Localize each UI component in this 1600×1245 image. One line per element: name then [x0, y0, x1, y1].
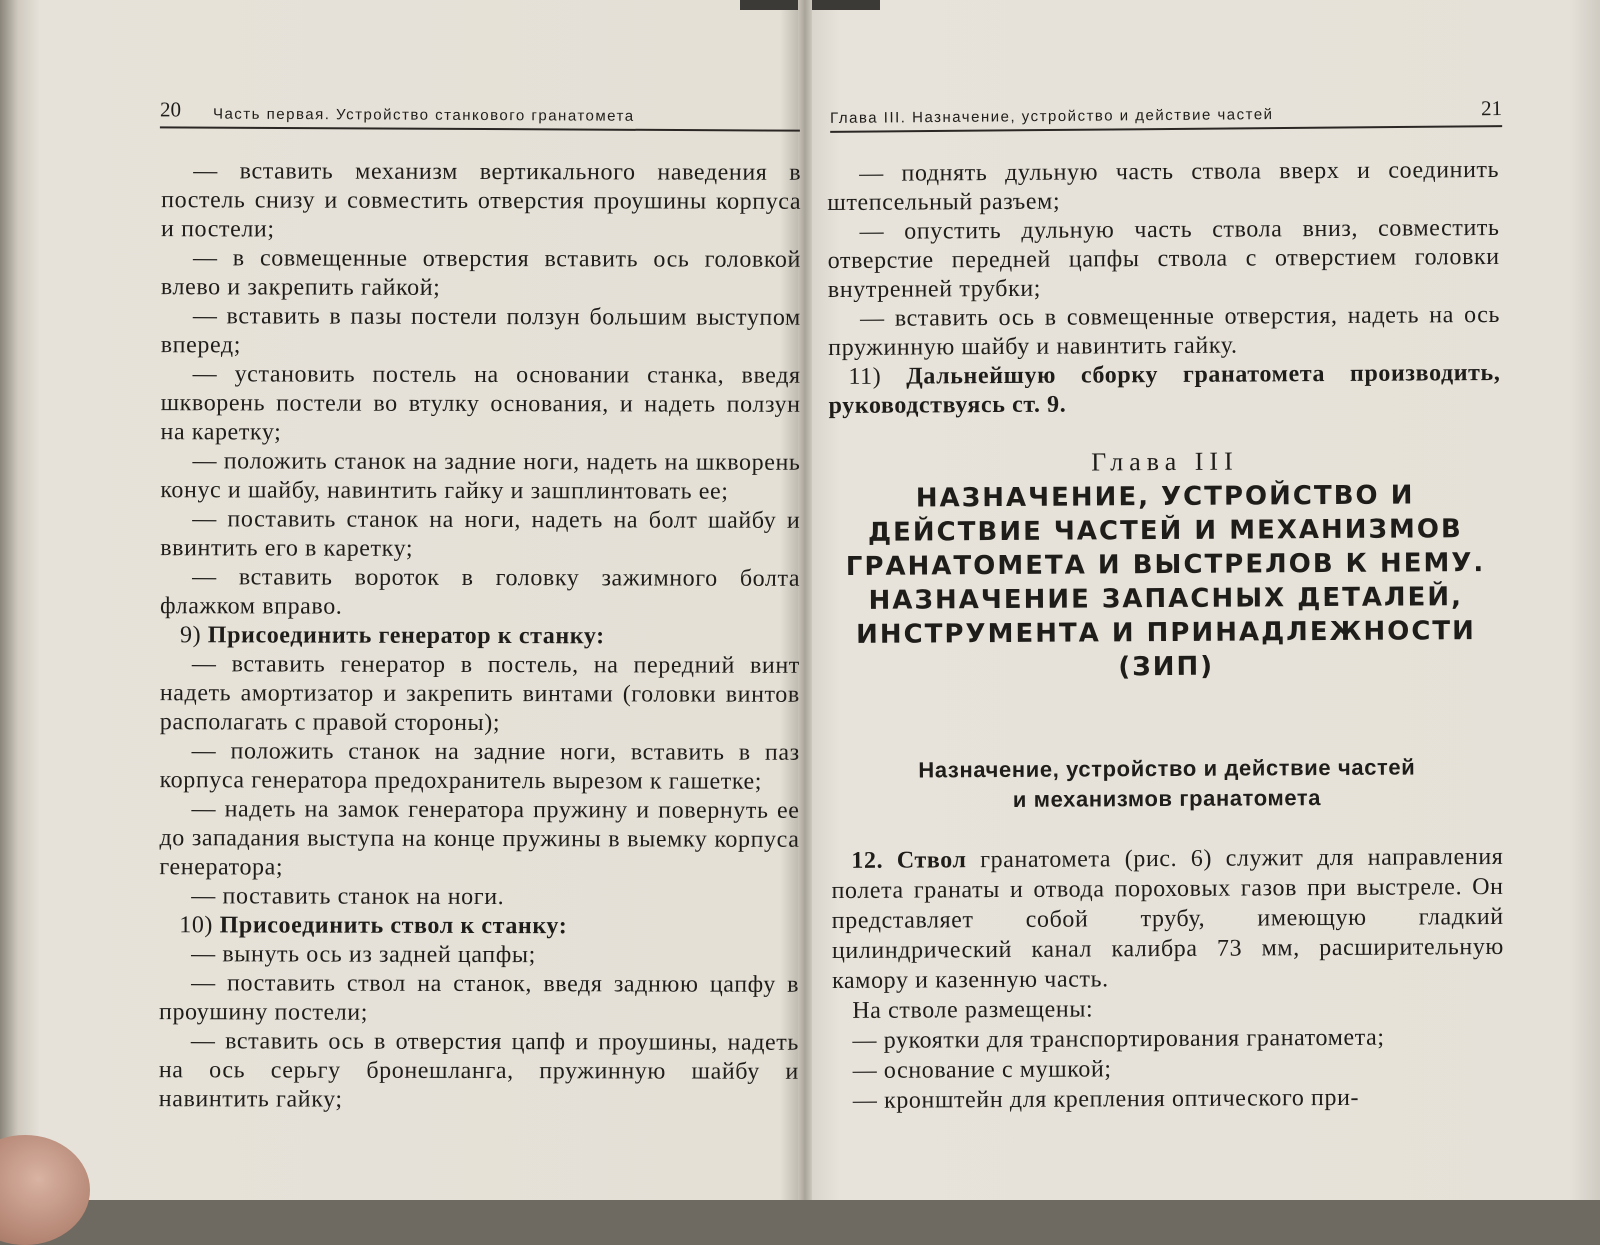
- list-item: — вставить ось в отверстия цапф и проушины, надеть на ось серьгу бронешланга, пружинную шайбу и навинтить гайку;: [158, 1028, 799, 1113]
- list-item: — положить станок на задние ноги, вставить в паз корпуса генератора предохранитель вырезом к гашетке;: [159, 738, 800, 795]
- list-item: — поставить ствол на станок, введя заднюю цапфу в проушину постели;: [158, 970, 800, 1026]
- chapter-title-line: (ЗИП): [1118, 651, 1215, 683]
- list-item: — в совмещенные отверстия вставить ось головкой влево и закрепить гайкой;: [160, 245, 802, 301]
- left-page: [160, 0, 800, 1200]
- list-item: — вставить ось в совмещенные отверстия, надеть на ось пружинную шайбу и навинтить гайку.: [828, 301, 1501, 362]
- right-running-head: [830, 85, 1502, 133]
- paragraph-12-block: [831, 842, 1505, 1116]
- list-item: — вставить генератор в постель, на передний винт надеть амортизатор и закрепить винтами (головки винтов располагать с правой стороны);: [159, 651, 800, 737]
- list-item: — надеть на замок генератора пружину и повернуть ее до западания выступа на конце пружины в выемку корпуса генератора;: [159, 796, 800, 881]
- right-page: [827, 0, 1504, 1200]
- chapter-title-line: НАЗНАЧЕНИЕ, УСТРОЙСТВО И: [915, 480, 1415, 514]
- paragraph-term: Ствол: [896, 847, 967, 874]
- step-number: 10): [179, 912, 214, 939]
- list-item: — поставить станок на ноги.: [191, 883, 505, 911]
- step-9-heading: [160, 621, 800, 652]
- chapter-title-line: ИНСТРУМЕНТА И ПРИНАДЛЕЖНОСТИ: [855, 616, 1476, 650]
- step-10-heading: [159, 911, 799, 942]
- chapter-title-line: НАЗНАЧЕНИЕ ЗАПАСНЫХ ДЕТАЛЕЙ,: [868, 582, 1464, 616]
- paragraph-12: [831, 842, 1504, 996]
- thumb: [0, 1135, 90, 1245]
- left-running-head-text: Часть первая. Устройство станкового гранатомета: [212, 105, 635, 125]
- list-item: — основание с мушкой;: [852, 1056, 1112, 1084]
- list-item: — положить станок на задние ноги, надеть на шкворень конус и шайбу, навинтить гайку и зашплинтовать ее;: [160, 448, 801, 505]
- list-item: — вставить вороток в головку зажимного болта флажком вправо.: [160, 564, 801, 620]
- placed-intro: На стволе размещены:: [852, 996, 1094, 1024]
- list-item: — опустить дульную часть ствола вниз, совместить отверстие передней цапфы ствола с отверстием головки внутренней трубки;: [827, 214, 1500, 304]
- step-title: Присоединить генератор к станку:: [207, 622, 605, 650]
- step-number: 11): [848, 363, 882, 390]
- step-number: 9): [179, 622, 202, 649]
- left-page-number: 20: [159, 97, 182, 122]
- paragraph-text: гранатомета (рис. 6) служит для направления полета гранаты и отвода пороховых газов при выстреле. Он представляет собой трубу, имеющую гладкий цилиндрический канал калибра 73 мм, расширительную камору и казенную часть.: [831, 843, 1504, 995]
- chapter-title-line: ДЕЙСТВИЕ ЧАСТЕЙ И МЕХАНИЗМОВ: [867, 514, 1463, 548]
- step-title: Присоединить ствол к станку:: [219, 912, 568, 940]
- chapter-label: Глава III: [1091, 446, 1239, 477]
- list-item: — рукоятки для транспортирования гранатомета;: [852, 1024, 1385, 1054]
- right-page-body: [827, 156, 1505, 1116]
- list-item: — поднять дульную часть ствола вверх и соединить штепсельный разъем;: [827, 156, 1500, 217]
- list-item: — вынуть ось из задней цапфы;: [191, 941, 536, 969]
- list-item: — установить постель на основании станка, введя шкворень постели во втулку основания, и надеть ползун на каретку;: [160, 361, 801, 446]
- section-title-line: и механизмов гранатомета: [1012, 785, 1322, 812]
- section-title-line: Назначение, устройство и действие частей: [918, 754, 1416, 783]
- left-page-body: [159, 157, 802, 1116]
- section-title: [831, 752, 1503, 816]
- list-item: — кронштейн для крепления оптического при-: [852, 1084, 1360, 1114]
- list-item: — вставить механизм вертикального наведения в постель снизу и совместить отверстия проушины корпуса и постели;: [161, 158, 802, 243]
- left-running-head: [160, 86, 800, 131]
- right-page-number: 21: [1480, 96, 1503, 121]
- step-11: [828, 359, 1500, 421]
- list-item: — поставить станок на ноги, надеть на болт шайбу и ввинтить его в каретку;: [160, 506, 801, 562]
- right-running-head-text: Глава III. Назначение, устройство и действие частей: [829, 106, 1274, 127]
- chapter-title-line: ГРАНАТОМЕТА И ВЫСТРЕЛОВ К НЕМУ.: [845, 548, 1486, 582]
- step-text: Дальнейшую сборку гранатомета производить, руководствуясь ст. 9.: [828, 359, 1501, 420]
- list-item: — вставить в пазы постели ползун большим выступом вперед;: [160, 303, 801, 359]
- chapter-title: [829, 478, 1502, 686]
- paragraph-number: 12.: [851, 847, 884, 874]
